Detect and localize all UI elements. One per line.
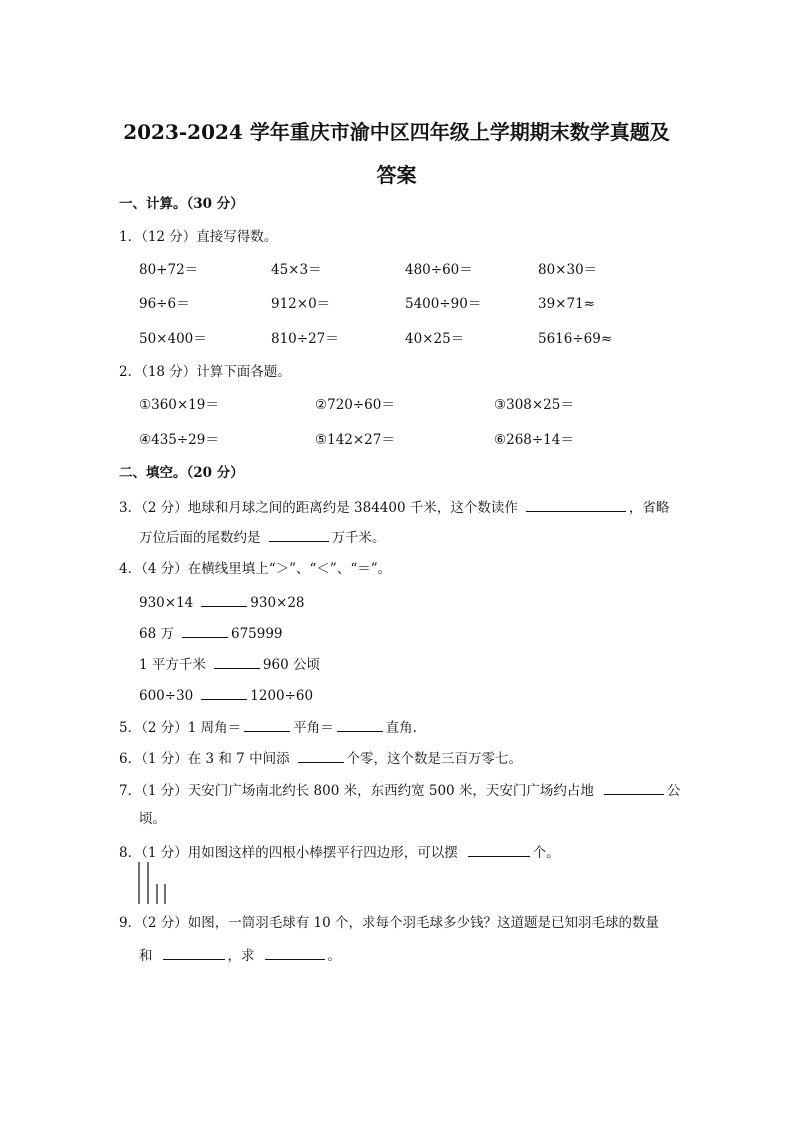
q3-text-c: 万位后面的尾数约是 <box>139 530 261 546</box>
q4-left: 930×14 <box>139 595 194 611</box>
q4-answer-blank <box>201 685 247 700</box>
q8-text-b: 个。 <box>532 845 560 861</box>
question-3-line2 <box>139 527 386 547</box>
q1-item: 5616÷69≈ <box>538 331 613 347</box>
question-7-line2: 顷。 <box>139 811 166 827</box>
q5-answer-blank-straight-angle <box>244 717 290 732</box>
q7-answer-blank <box>604 780 664 795</box>
q9-text-b: 和 <box>139 948 153 964</box>
q2-item: ⑥268÷14＝ <box>494 432 574 448</box>
q7-text-a: 7．（1 分）天安门广场南北约长 800 米，东西约宽 500 米，天安门广场约占地 <box>119 783 594 799</box>
q5-text-b: 平角＝ <box>293 720 334 736</box>
q6-text-a: 6．（1 分）在 3 和 7 中间添 <box>119 751 290 767</box>
q1-item: 40×25＝ <box>405 331 465 347</box>
q8-text-a: 8．（1 分）用如图这样的四根小棒摆平行四边形，可以摆 <box>119 845 458 861</box>
question-4-header: 4．（4 分）在横线里填上“＞”、“＜”、“＝”。 <box>119 561 392 577</box>
q1-item: 5400÷90＝ <box>405 296 482 312</box>
q6-text-b: 个零，这个数是三百万零七。 <box>346 751 523 767</box>
q1-item: 810÷27＝ <box>271 331 339 347</box>
q9-answer-blank-2 <box>265 945 325 960</box>
q2-item: ③308×25＝ <box>494 397 574 413</box>
q4-answer-blank <box>182 623 228 638</box>
q2-item: ②720÷60＝ <box>315 397 395 413</box>
document-title-line1: 2023-2024 学年重庆市渝中区四年级上学期期末数学真题及 <box>123 120 670 144</box>
q1-item: 39×71≈ <box>538 296 595 312</box>
q4-comparison-row <box>139 623 283 643</box>
question-5 <box>119 717 417 737</box>
q3-text-b: ，省略 <box>628 500 670 516</box>
q1-item: 480÷60＝ <box>405 262 473 278</box>
q1-item: 80×30＝ <box>538 262 598 278</box>
question-9-line2 <box>139 945 341 965</box>
document-title-line2: 答案 <box>376 163 417 187</box>
q4-comparison-row <box>139 654 320 674</box>
question-2-header: 2．（18 分）计算下面各题。 <box>119 364 291 380</box>
q2-item: ⑤142×27＝ <box>315 432 395 448</box>
q3-answer-blank-reading <box>526 497 626 512</box>
q4-left: 68 万 <box>139 626 174 642</box>
q5-text-c: 直角. <box>385 720 417 736</box>
q5-answer-blank-right-angle <box>337 717 383 732</box>
q4-right: 930×28 <box>250 595 305 611</box>
q6-answer-blank <box>298 748 344 763</box>
q2-item: ④435÷29＝ <box>139 432 219 448</box>
q7-text-b: 公 <box>666 783 681 799</box>
q1-item: 80+72＝ <box>139 262 199 278</box>
question-7-line1 <box>119 780 680 800</box>
question-6 <box>119 748 522 768</box>
q1-item: 912×0＝ <box>271 296 331 312</box>
q4-left: 1 平方千米 <box>139 657 206 673</box>
q4-right: 1200÷60 <box>250 688 314 704</box>
q1-item: 45×3＝ <box>271 262 322 278</box>
q1-item: 50×400＝ <box>139 331 207 347</box>
q2-item: ①360×19＝ <box>139 397 219 413</box>
q4-left: 600÷30 <box>139 688 194 704</box>
section-heading-fill-in: 二、填空。（20 分） <box>119 465 244 481</box>
q4-comparison-row <box>139 685 313 705</box>
q9-text-c: ，求 <box>227 948 255 964</box>
q4-comparison-row <box>139 592 305 612</box>
q9-text-d: 。 <box>327 948 341 964</box>
q4-right: 960 公顷 <box>262 657 320 673</box>
question-1-header: 1．（12 分）直接写得数。 <box>119 229 278 245</box>
q8-answer-blank <box>468 842 530 857</box>
q4-right: 675999 <box>230 626 283 642</box>
question-9-line1: 9．（2 分）如图，一筒羽毛球有 10 个，求每个羽毛球多少钱？这道题是已知羽毛球的数量 <box>119 915 659 931</box>
q3-text-d: 万千米。 <box>331 530 386 546</box>
q9-answer-blank-1 <box>163 945 225 960</box>
q5-text-a: 5．（2 分）1 周角＝ <box>119 720 242 736</box>
q1-item: 96÷6＝ <box>139 296 190 312</box>
section-heading-calculation: 一、计算。（30 分） <box>119 196 244 212</box>
q3-answer-blank-approx <box>269 527 329 542</box>
four-sticks-figure <box>137 862 177 906</box>
q4-answer-blank <box>201 592 247 607</box>
q4-answer-blank <box>214 654 260 669</box>
question-8 <box>119 842 560 862</box>
q3-text-a: 3．（2 分）地球和月球之间的距离约是 384400 千米，这个数读作 <box>119 500 518 516</box>
question-3-line1 <box>119 497 669 517</box>
